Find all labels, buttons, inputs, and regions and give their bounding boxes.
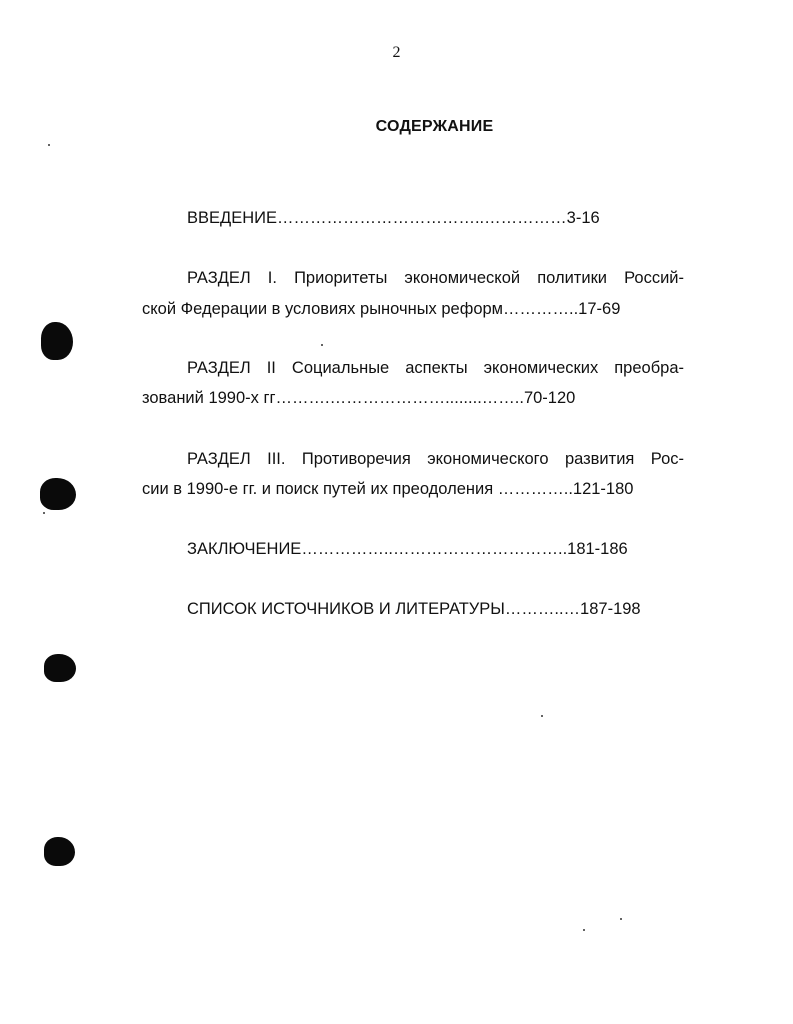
toc-entry-section-3-line-1: РАЗДЕЛ III. Противоречия экономического развития Рос- xyxy=(187,450,684,468)
scan-speck xyxy=(48,144,50,146)
punch-hole-mark xyxy=(41,322,73,360)
toc-entry-section-3-line-2: сии в 1990-е гг. и поиск путей их преодоления …………..121-180 xyxy=(142,480,634,498)
toc-entry-introduction: ВВЕДЕНИЕ………………………………..……………3-16 xyxy=(187,209,600,227)
toc-entry-sources: СПИСОК ИСТОЧНИКОВ И ЛИТЕРАТУРЫ………..…187-198 xyxy=(187,600,641,618)
punch-hole-mark xyxy=(44,654,76,682)
toc-entry-conclusion: ЗАКЛЮЧЕНИЕ……………..…………………………..181-186 xyxy=(187,540,628,558)
punch-hole-mark xyxy=(44,837,75,866)
toc-entry-section-1-line-2: ской Федерации в условиях рыночных реформ…………..17-69 xyxy=(142,300,621,318)
page-title: СОДЕРЖАНИЕ xyxy=(375,118,494,135)
toc-entry-section-2-line-1: РАЗДЕЛ II Социальные аспекты экономических преобра- xyxy=(187,359,684,377)
scan-speck xyxy=(43,512,45,514)
toc-entry-section-1-line-1: РАЗДЕЛ I. Приоритеты экономической политики Россий- xyxy=(187,269,684,287)
page-number: 2 xyxy=(392,44,401,61)
scan-speck xyxy=(620,918,622,920)
punch-hole-mark xyxy=(40,478,76,510)
toc-entry-section-2-line-2: зований 1990-х гг……….…………………........……..70-120 xyxy=(142,389,576,407)
scan-speck xyxy=(583,929,585,931)
scan-speck xyxy=(321,344,323,346)
scan-speck xyxy=(541,715,543,717)
